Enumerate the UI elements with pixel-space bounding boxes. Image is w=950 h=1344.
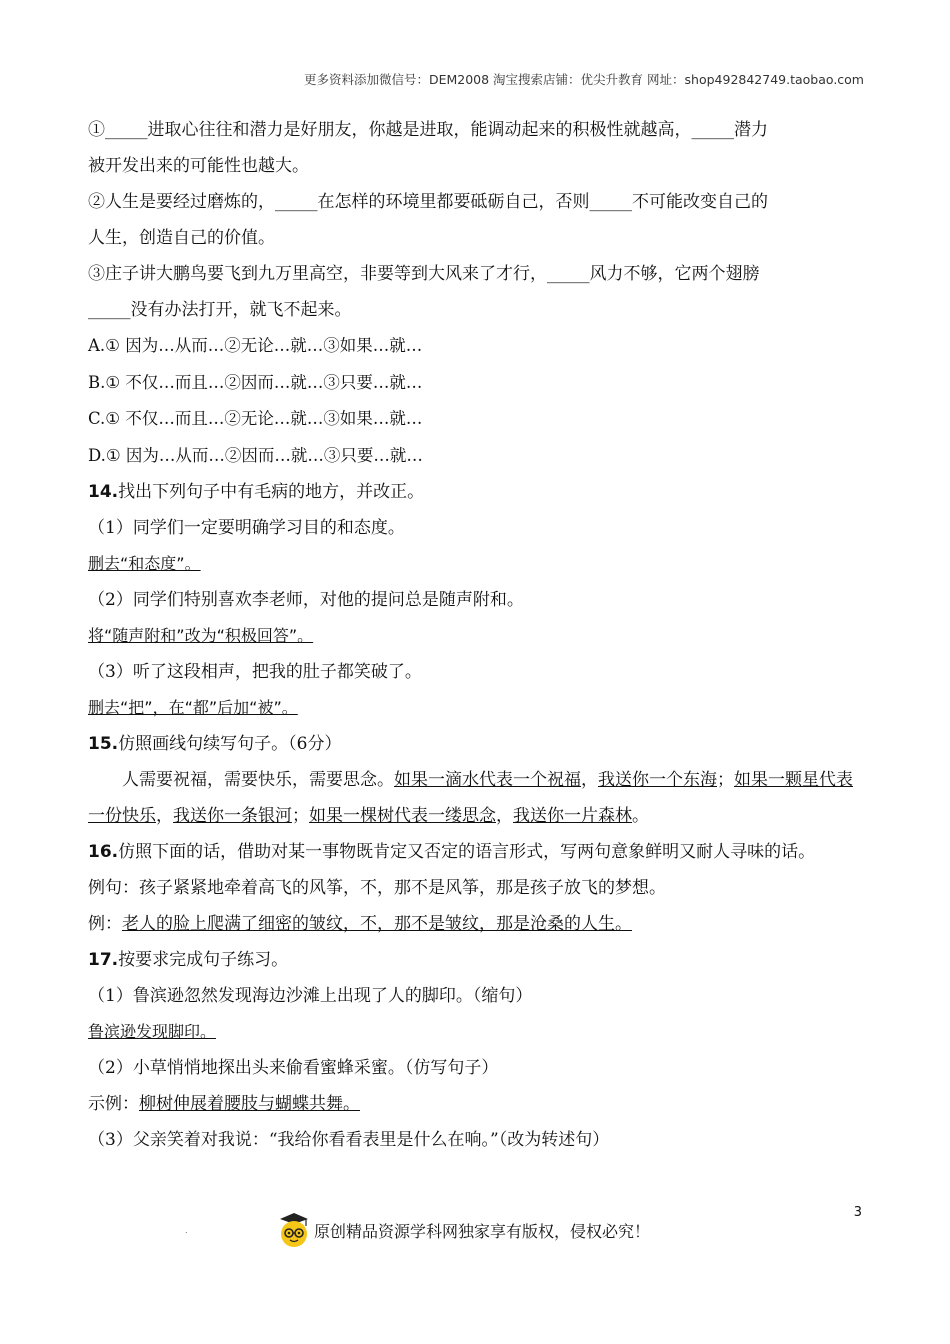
q13-sentence3-line2: _____没有办法打开，就飞不起来。 bbox=[88, 300, 352, 320]
q13-sentence1-line2: 被开发出来的可能性也越大。 bbox=[88, 156, 309, 176]
q13-sentence2-line1: ②人生是要经过磨炼的，_____在怎样的环境里都要砥砺自己，否则_____不可能改变自己的 bbox=[88, 192, 768, 212]
q15-sep-2: ； bbox=[717, 770, 734, 790]
q17-item2-answer-line bbox=[88, 1086, 866, 1122]
q15-paragraph bbox=[88, 762, 866, 834]
q15-underline-3: 如果一颗星代表一份快乐 bbox=[88, 770, 853, 826]
q15-underline-1: 如果一滴水代表一个祝福 bbox=[394, 770, 581, 790]
q13-option-c: C.① 不仅…而且…②无论…就…③如果…就… bbox=[88, 409, 423, 428]
footer-dot: . bbox=[185, 1226, 188, 1235]
q13-sentence3-line1: ③庄子讲大鹏鸟要飞到九万里高空，非要等到大风来了才行，_____风力不够，它两个翅膀 bbox=[88, 264, 760, 284]
q13-option-d: D.① 因为…从而…②因而…就…③只要…就… bbox=[88, 445, 423, 465]
q17-number: 17. bbox=[88, 950, 119, 970]
q13-sentence1-line1: ①_____进取心往往和潜力是好朋友，你越是进取，能调动起来的积极性就越高，_____潜力 bbox=[88, 120, 768, 140]
q16-answer: 老人的脸上爬满了细密的皱纹，不，那不是皱纹，那是沧桑的人生。 bbox=[122, 914, 632, 934]
q17-item3-question: （3）父亲笑着对我说：“我给你看看表里是什么在响。”（改为转述句） bbox=[88, 1130, 610, 1150]
q17-item2-prefix: 示例： bbox=[88, 1094, 139, 1114]
q16-example: 例句：孩子紧紧地牵着高飞的风筝，不，那不是风筝，那是孩子放飞的梦想。 bbox=[88, 878, 666, 898]
q15-sep-5: ， bbox=[496, 806, 513, 826]
footer-copyright: 原创精品资源学科网独家享有版权，侵权必究！ bbox=[314, 1221, 651, 1241]
q17-item2-answer: 柳树伸展着腰肢与蝴蝶共舞。 bbox=[139, 1094, 360, 1114]
q14-item1-question: （1）同学们一定要明确学习目的和态度。 bbox=[88, 518, 405, 538]
q17-item1-answer: 鲁滨逊发现脚印。 bbox=[88, 1022, 217, 1041]
q14-title: 找出下列句子中有毛病的地方，并改正。 bbox=[118, 482, 425, 502]
q16-answer-line bbox=[88, 906, 866, 942]
q16-heading bbox=[88, 834, 866, 870]
q16-number: 16. bbox=[88, 842, 119, 862]
page-header-watermark: 更多资料添加微信号：DEM2008 淘宝搜索店铺：优尖升教育 网址：shop492842749.taobao.com bbox=[303, 72, 864, 87]
page-footer bbox=[278, 1212, 650, 1248]
q15-end: 。 bbox=[632, 806, 649, 826]
q17-heading bbox=[88, 942, 866, 978]
q15-sep-1: ， bbox=[581, 770, 598, 790]
q17-item2-question: （2）小草悄悄地探出头来偷看蜜蜂采蜜。（仿写句子） bbox=[88, 1058, 499, 1078]
q15-heading bbox=[88, 726, 866, 762]
page-number: 3 bbox=[853, 1205, 862, 1220]
mascot-logo-icon bbox=[278, 1212, 310, 1248]
q16-title: 仿照下面的话，借助对某一事物既肯定又否定的语言形式，写两句意象鲜明又耐人寻味的话。 bbox=[118, 842, 816, 862]
document-body bbox=[88, 112, 866, 1158]
q15-sep-4: ； bbox=[292, 806, 309, 826]
q17-title: 按要求完成句子练习。 bbox=[118, 950, 289, 970]
q15-underline-6: 我送你一片森林 bbox=[513, 806, 632, 826]
q14-item3-question: （3）听了这段相声，把我的肚子都笑破了。 bbox=[88, 662, 422, 682]
q15-underline-4: 我送你一条银河 bbox=[173, 806, 292, 826]
q13-option-a: A.① 因为…从而…②无论…就…③如果…就… bbox=[88, 336, 423, 355]
q14-heading bbox=[88, 474, 866, 510]
q14-item2-question: （2）同学们特别喜欢李老师，对他的提问总是随声附和。 bbox=[88, 590, 524, 610]
q13-sentence2-line2: 人生，创造自己的价值。 bbox=[88, 228, 275, 248]
q14-item2-answer: 将“随声附和”改为“积极回答”。 bbox=[88, 626, 314, 645]
q15-lead: 人需要祝福，需要快乐，需要思念。 bbox=[122, 770, 394, 790]
q16-answer-prefix: 例： bbox=[88, 914, 122, 934]
q15-sep-3: ， bbox=[156, 806, 173, 826]
q15-underline-5: 如果一棵树代表一缕思念 bbox=[309, 806, 496, 826]
q15-number: 15. bbox=[88, 734, 119, 754]
q14-item3-answer: 删去“把”，在“都”后加“被”。 bbox=[88, 698, 298, 717]
q13-option-b: B.① 不仅…而且…②因而…就…③只要…就… bbox=[88, 372, 423, 392]
q14-number: 14. bbox=[88, 482, 119, 502]
q15-underline-2: 我送你一个东海 bbox=[598, 770, 717, 790]
q15-title: 仿照画线句续写句子。（6分） bbox=[118, 734, 342, 754]
q17-item1-question: （1）鲁滨逊忽然发现海边沙滩上出现了人的脚印。（缩句） bbox=[88, 986, 533, 1006]
q14-item1-answer: 删去“和态度”。 bbox=[88, 554, 201, 573]
